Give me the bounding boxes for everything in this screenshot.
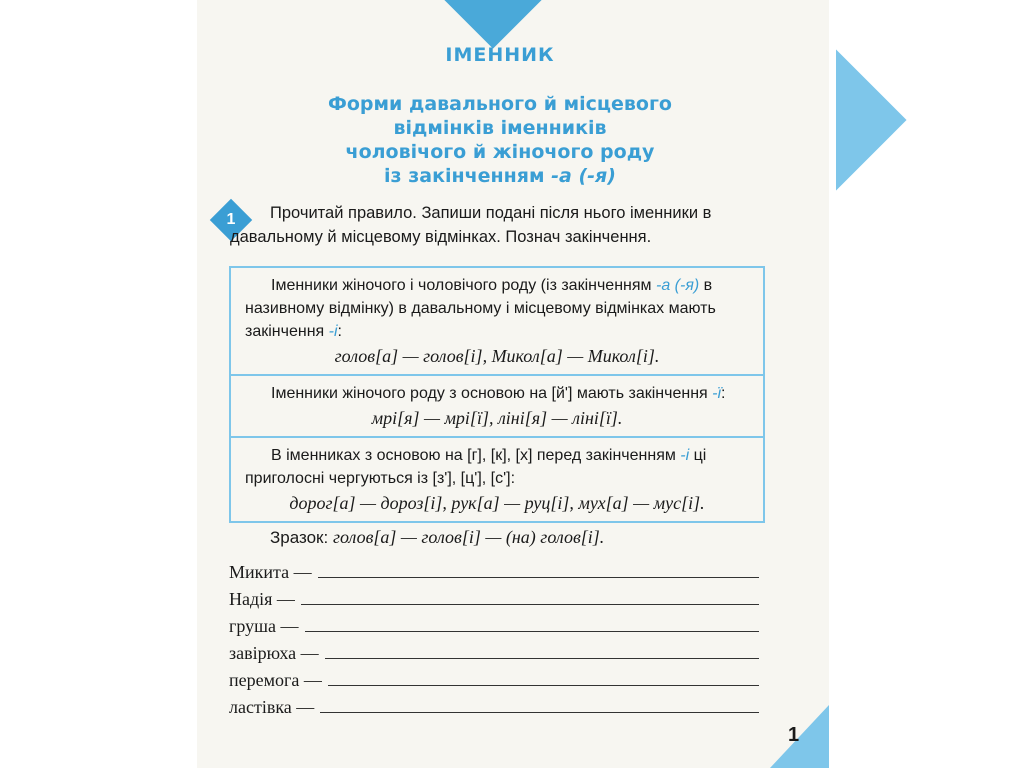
rule-1-text-a: Іменники жіночого і чоловічого роду (із закінченням bbox=[271, 277, 656, 294]
rule-1-text-c: : bbox=[337, 323, 342, 340]
rule-3-ending: -і bbox=[680, 447, 690, 464]
rule-3-example: дорог[а] — дороз[і], рук[а] — руц[і], мух[а] — мус[і]. bbox=[289, 493, 705, 513]
answer-line[interactable] bbox=[328, 685, 759, 686]
sample-label: Зразок: bbox=[270, 528, 333, 547]
lesson-title-ending: -а (-я) bbox=[551, 165, 616, 187]
lesson-title bbox=[200, 92, 800, 188]
rule-1-text bbox=[245, 274, 749, 343]
word-list bbox=[229, 556, 759, 718]
answer-line[interactable] bbox=[301, 604, 759, 605]
rule-1-example: голов[а] — голов[і], Микол[а] — Микол[і]. bbox=[334, 346, 660, 366]
rule-2 bbox=[231, 374, 763, 436]
lesson-title-line4-prefix: із закінченням bbox=[384, 165, 552, 187]
answer-line[interactable] bbox=[318, 577, 759, 578]
word-label: Микита — bbox=[229, 562, 312, 582]
answer-line[interactable] bbox=[325, 658, 759, 659]
rule-2-example: мрі[я] — мрі[ї], ліні[я] — ліні[ї]. bbox=[371, 408, 623, 428]
sample-text: голов[а] — голов[і] — (на) голов[і]. bbox=[332, 527, 605, 547]
answer-line[interactable] bbox=[305, 631, 760, 632]
word-label: ластівка — bbox=[229, 697, 315, 717]
word-row bbox=[229, 583, 759, 610]
rule-3 bbox=[231, 436, 763, 521]
rule-1-text-b: в називному відмінку) в давальному і місцевому відмінках мають закінчення bbox=[245, 277, 716, 340]
exercise-task: Прочитай правило. Запиши подані після нього іменники в давальному й місцевому відмінках. Познач закінчення. bbox=[230, 204, 712, 246]
rule-1-ending2: -і bbox=[328, 323, 338, 340]
lesson-title-line1: Форми давального й місцевого bbox=[328, 93, 672, 115]
word-row bbox=[229, 664, 759, 691]
word-label: перемога — bbox=[229, 670, 322, 690]
word-label: Надія — bbox=[229, 589, 295, 609]
word-label: завірюха — bbox=[229, 643, 319, 663]
word-row bbox=[229, 610, 759, 637]
rule-3-text-a: В іменниках з основою на [г], [к], [х] перед закінченням bbox=[271, 447, 681, 464]
word-row bbox=[229, 637, 759, 664]
rule-2-text-a: Іменники жіночого роду з основою на [й'] мають закінчення bbox=[271, 385, 713, 402]
rule-3-text bbox=[245, 444, 749, 490]
word-label: груша — bbox=[229, 616, 299, 636]
lesson-title-line2: відмінків іменників bbox=[393, 117, 607, 139]
rule-2-text-b: : bbox=[721, 385, 726, 402]
rule-2-text bbox=[245, 382, 749, 405]
exercise-number: 1 bbox=[226, 211, 236, 228]
answer-line[interactable] bbox=[320, 712, 759, 713]
rule-2-ending: -ї bbox=[712, 385, 722, 402]
rules-box bbox=[229, 266, 765, 523]
sample bbox=[270, 527, 604, 548]
lesson-title-line3: чоловічого й жіночого роду bbox=[345, 141, 655, 163]
lesson-title-line4 bbox=[200, 164, 800, 188]
word-row bbox=[229, 691, 759, 718]
rule-1 bbox=[231, 268, 763, 374]
rule-1-ending: -а (-я) bbox=[655, 277, 700, 294]
word-row bbox=[229, 556, 759, 583]
rule-3-text-b: ці приголосні чергуються із [з'], [ц'], [с']: bbox=[245, 447, 707, 487]
section-title: ІМЕННИК bbox=[445, 44, 555, 66]
page-number: 1 bbox=[788, 724, 800, 746]
